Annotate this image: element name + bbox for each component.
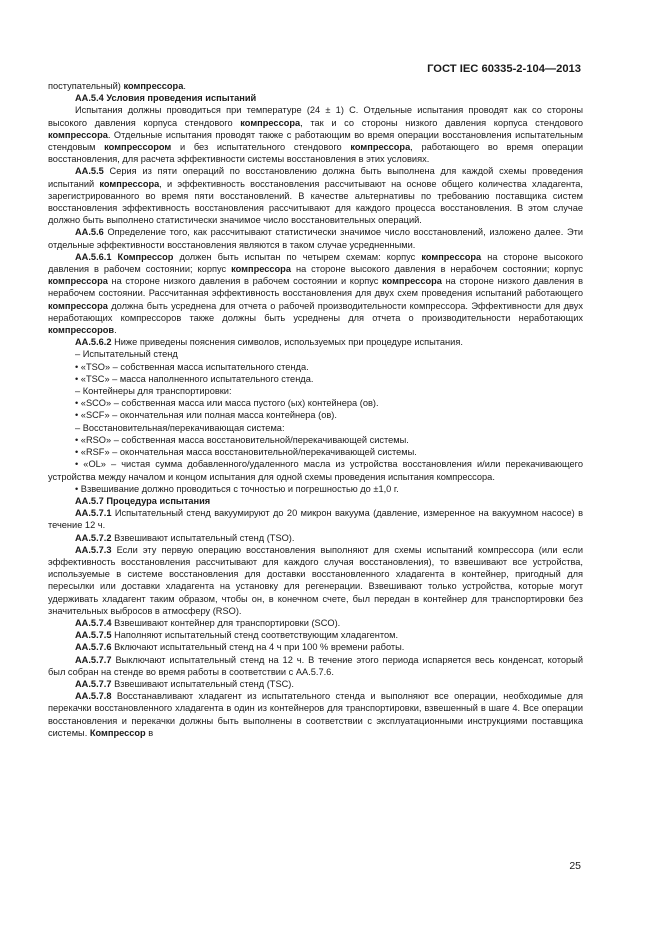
text: , так и со стороны низкого давления корпуса стендового	[300, 117, 583, 128]
page-number: 25	[569, 860, 581, 872]
text: .	[114, 325, 117, 336]
paragraph: • «OL» – чистая сумма добавленного/удаленного масла из устройства восстановления и/или перекачивающего устройства между началом и концом испытания для одной схемы проведения испытания компрессора.	[48, 459, 583, 482]
text: в	[145, 727, 154, 738]
heading-text: АА.5.7 Процедура испытания	[75, 495, 211, 506]
bold-text: компрессоров	[48, 325, 115, 336]
list-item: – Восстановительная/перекачивающая система:	[75, 422, 285, 433]
list-item: • «RSF» – окончательная масса восстановительной/перекачивающей системы.	[75, 447, 417, 458]
paragraph	[48, 544, 583, 617]
clause-number: АА.5.6.2	[75, 337, 112, 348]
bold-text: Компрессор	[89, 727, 146, 738]
bold-text: компрессора	[99, 178, 160, 189]
paragraph	[48, 617, 583, 629]
bold-text: компрессора	[421, 251, 482, 262]
paragraph	[48, 678, 583, 690]
paragraph	[48, 80, 583, 92]
paragraph	[48, 532, 583, 544]
list-item: – Контейнеры для транспортировки:	[75, 386, 232, 397]
text: Восстанавливают хладагент из испытательного стенда и выполняют все операции, необходимые для перекачки восстановленного хладагента в один из контейнеров для транспортировки, взвешенный в шаге 4. Все операции восстановления и перекачки должны быть выполнены в соответствии с эксплуатационными инструкциями поставщика системы.	[48, 691, 583, 738]
text: Включают испытательный стенд на 4 ч при 100 % времени работы.	[111, 642, 405, 653]
list-item: • «SCF» – окончательная или полная масса контейнера (ов).	[75, 410, 337, 421]
paragraph	[48, 507, 583, 531]
text: Выключают испытательный стенд на 12 ч. В течение этого периода испаряется весь конденсат, который был собран на стенде во время работы в соответствии с АА.5.7.6.	[48, 654, 583, 677]
section-heading	[48, 92, 583, 104]
clause-number: АА.5.7.3	[75, 544, 112, 555]
paragraph	[48, 641, 583, 653]
clause-number: АА.5.5	[75, 166, 104, 177]
heading-text: АА.5.4 Условия проведения испытаний	[75, 93, 257, 104]
bold-text: компрессора	[48, 300, 108, 311]
paragraph	[48, 226, 583, 250]
text: Серия из пяти операций по восстановлению должна быть выполнена для каждой схемы проведения испытаний	[48, 166, 583, 189]
clause-number: АА.5.7.6	[75, 642, 112, 653]
text: Взвешивают испытательный стенд (TSO).	[111, 532, 295, 543]
paragraph	[48, 629, 583, 641]
list-item: – Испытательный стенд	[75, 349, 178, 360]
text: Наполняют испытательный стенд соответствующим хладагентом.	[111, 630, 399, 641]
paragraph	[48, 251, 583, 336]
list-item: • «SCO» – собственная масса или масса пустого (ых) контейнера (ов).	[75, 398, 379, 409]
bold-text: компрессора	[350, 142, 411, 153]
paragraph	[48, 336, 583, 348]
clause-number: АА.5.7.7	[75, 654, 112, 665]
clause-number: АА.5.7.7	[75, 678, 112, 689]
text: Испытательный стенд вакуумируют до 20 микрон вакуума (давление, измеренное на вакуумном насосе) в течение 12 ч.	[48, 508, 583, 531]
text: на стороне низкого давления в рабочем состоянии и корпус	[107, 276, 383, 287]
text: на стороне высокого давления в нерабочем состоянии; корпус	[290, 264, 584, 275]
document-body	[48, 80, 583, 739]
clause-number: АА.5.6	[75, 227, 104, 238]
text: Взвешивают контейнер для транспортировки (SCO).	[111, 617, 341, 628]
text: , и эффективность восстановления рассчитывают на основе общего количества хладагента, зарегистрированного во время пяти восстановлений. В качестве альтернативы по требованию поставщика систем восстановления эффективность восстановления рассчитывают для каждого процесса восстановления. В этом случае должно быть выполнено статистически значимое число восстановительных операций.	[48, 178, 583, 226]
bold-text: компрессора	[240, 117, 301, 128]
document-id: ГОСТ IEC 60335-2-104—2013	[427, 63, 581, 75]
text: и без испытательного стендового	[171, 142, 351, 153]
clause-number: АА.5.7.2	[75, 532, 112, 543]
text: поступательный)	[48, 81, 124, 91]
bold-text: Компрессор	[111, 251, 174, 262]
text: Если эту первую операцию восстановления выполняют для схемы испытаний компрессора (или если эффективность восстановления рассчитывают для каждого случая восстановления), то взвешивают все устройства, используемые в системе восстановления для доставки восстановленного хладагента в контейнер, пригодный для пересылки или доставки хладагента на установку для регенерации. Взвешивают только устройства, которые могут удерживать хладагент таким образом, чтобы он, в конечном счете, был передан в контейнер для транспортировки без значительных выбросов в атмосферу (RSO).	[48, 544, 583, 616]
text: , работающего во время операции восстановления, для расчета эффективности системы восстановления в этих условиях.	[48, 142, 583, 165]
clause-number: АА.5.7.8	[75, 691, 112, 702]
list-item: • «RSO» – собственная масса восстановительной/перекачивающей системы.	[75, 434, 409, 445]
paragraph	[48, 104, 583, 165]
clause-number: АА.5.7.5	[75, 630, 112, 641]
text: . Отдельные испытания проводят также с работающим во время операции восстановления испытательным стендовым	[48, 129, 583, 153]
text: Испытания должны проводиться при температуре (24 ± 1) С. Отдельные испытания проводят как со стороны высокого давления корпуса стендового	[48, 105, 583, 128]
text: Ниже приведены пояснения символов, используемых при процедуре испытания.	[111, 337, 463, 348]
clause-number: АА.5.6.1	[75, 251, 112, 262]
bold-text: компрессора	[48, 129, 108, 140]
list-item: • «TSO» – собственная масса испытательного стенда.	[75, 361, 309, 372]
clause-number: АА.5.7.4	[75, 617, 112, 628]
bold-text: компрессора	[48, 276, 108, 287]
clause-number: АА.5.7.1	[75, 508, 112, 519]
text: Взвешивают испытательный стенд (TSC).	[111, 678, 294, 689]
section-heading	[48, 495, 583, 507]
paragraph	[48, 690, 583, 739]
list-item: • «TSC» – масса наполненного испытательного стенда.	[75, 373, 314, 384]
bold-text: компрессора	[231, 264, 291, 275]
bold-text: компрессором	[104, 142, 172, 153]
paragraph	[48, 654, 583, 678]
bold-text: компрессора	[123, 81, 184, 91]
text: на стороне низкого давления в нерабочем состоянии. Рассчитанная эффективность восстановления для двух схем проведения испытаний работающего	[48, 276, 583, 299]
paragraph	[48, 165, 583, 226]
text: на стороне высокого давления в рабочем состоянии; корпус	[48, 251, 584, 275]
text: .	[183, 81, 186, 91]
text: должен быть испытан по четырем схемам: корпус	[173, 251, 422, 262]
text: должна быть усреднена для отчета о рабочей производительности компрессора. Эффективности для двух неработающих компрессоров также должны быть усреднены для отчета о производительности неработающих	[48, 300, 583, 323]
text: Определение того, как рассчитывают статистически значимое число восстановлений, изложено далее. Эти отдельные эффективности восстановления являются в таком случае усредненными.	[48, 227, 583, 250]
bold-text: компрессора	[382, 276, 442, 287]
paragraph: • Взвешивание должно проводиться с точностью и погрешностью до ±1,0 г.	[75, 483, 399, 494]
